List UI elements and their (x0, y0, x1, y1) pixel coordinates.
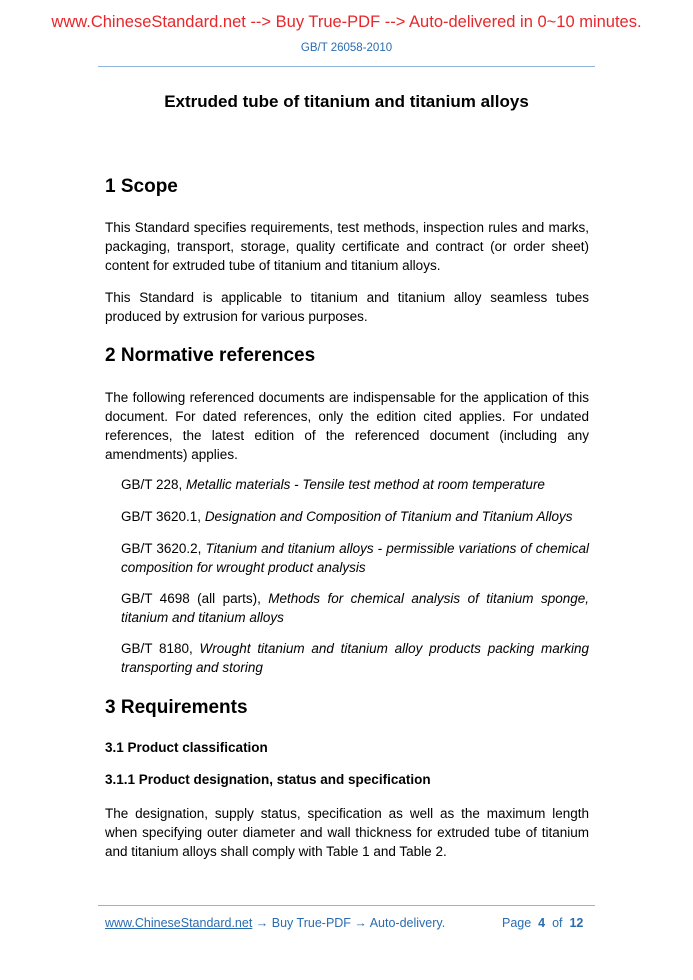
scope-paragraph-2: This Standard is applicable to titanium and titanium alloy seamless tubes produced by extrusion for various purposes. (105, 290, 589, 324)
section-heading-normative-references: 2 Normative references (105, 345, 316, 366)
page-indicator (502, 916, 583, 930)
section-heading-scope: 1 Scope (105, 176, 178, 197)
reference-code: GB/T 228, (121, 477, 187, 492)
reference-title: Methods for chemical analysis of titanium sponge, titanium and titanium alloys (121, 591, 589, 625)
promo-banner[interactable]: www.ChineseStandard.net --> Buy True-PDF --> Auto-delivered in 0~10 minutes. (51, 13, 642, 31)
footer-divider (98, 905, 595, 906)
reference-item (121, 539, 589, 577)
reference-title: Metallic materials - Tensile test method at room temperature (186, 477, 545, 492)
reference-title: Wrought titanium and titanium alloy products packing marking transporting and storing (121, 641, 589, 675)
total-pages-number: 12 (569, 916, 584, 930)
reference-item (121, 639, 589, 677)
reference-code: GB/T 3620.2, (121, 541, 206, 556)
footer-promo-text: → Buy True-PDF → Auto-delivery. (252, 916, 446, 930)
footer-promo (105, 916, 445, 930)
subsection-heading-product-classification: 3.1 Product classification (105, 740, 268, 755)
normative-intro-paragraph: The following referenced documents are indispensable for the application of this document. For dated references, only the edition cited applies. For undated references, the latest edition of the referenced document (including any amendments) applies. (105, 390, 589, 462)
of-label: of (552, 916, 563, 930)
subsection-heading-product-designation: 3.1.1 Product designation, status and specification (105, 772, 431, 787)
reference-item (121, 475, 589, 494)
document-title: Extruded tube of titanium and titanium alloys (164, 92, 529, 111)
standard-code: GB/T 26058-2010 (300, 42, 393, 54)
requirements-paragraph: The designation, supply status, specification as well as the maximum length when specifying outer diameter and wall thickness for extruded tube of titanium and titanium alloys shall comply with Table 1 and Table 2. (105, 806, 589, 859)
header-divider (98, 66, 595, 67)
reference-item (121, 589, 589, 627)
reference-code: GB/T 8180, (121, 641, 200, 656)
reference-title: Titanium and titanium alloys - permissible variations of chemical composition for wrought product analysis (121, 541, 589, 575)
page-label: Page (502, 916, 532, 930)
reference-code: GB/T 3620.1, (121, 509, 205, 524)
current-page-number: 4 (538, 916, 546, 930)
reference-item (121, 507, 589, 526)
reference-title: Designation and Composition of Titanium and Titanium Alloys (204, 509, 573, 524)
section-heading-requirements: 3 Requirements (105, 697, 248, 718)
footer-site-link[interactable]: www.ChineseStandard.net (105, 916, 253, 930)
scope-paragraph-1: This Standard specifies requirements, test methods, inspection rules and marks, packaging, transport, storage, quality certificate and contract (or order sheet) content for extruded tube of titanium and titanium alloys. (105, 220, 589, 273)
reference-code: GB/T 4698 (all parts), (121, 591, 269, 606)
